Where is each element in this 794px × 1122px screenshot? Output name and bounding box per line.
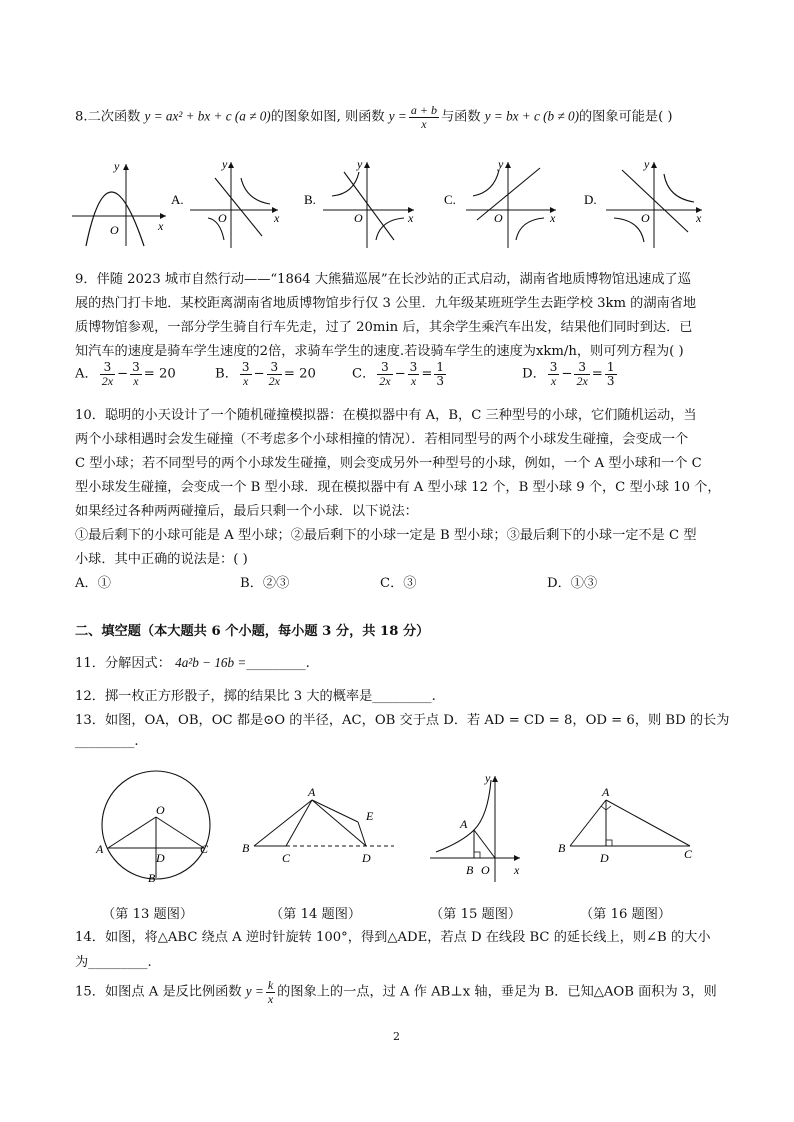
svg-text:x: x	[408, 211, 414, 225]
svg-text:C.: C.	[444, 192, 456, 207]
q8-option-a-graph	[171, 158, 280, 248]
svg-text:x: x	[514, 863, 520, 877]
svg-text:x: x	[696, 211, 702, 225]
svg-text:O: O	[354, 211, 363, 225]
svg-text:x: x	[158, 219, 164, 233]
svg-text:B: B	[558, 841, 566, 855]
svg-text:O: O	[494, 211, 503, 225]
q10-line-6: ①最后剩下的小球可能是 A 型小球；②最后剩下的小球一定是 B 型小球；③最后剩下的小球一定不是 C 型	[75, 528, 697, 543]
svg-text:y: y	[498, 158, 504, 171]
q8-parabola-graph	[72, 159, 166, 246]
q8-figures	[68, 158, 748, 250]
svg-text:D: D	[600, 851, 609, 865]
q9-line-2: 展的热门打卡地．某校距离湖南省地质博物馆步行仅 3 公里．九年级某班班学生去距学校 3km 的湖南省地	[75, 296, 697, 311]
q10-option-d: D．①③	[547, 576, 598, 591]
svg-text:E: E	[366, 809, 374, 823]
svg-text:A.: A.	[171, 192, 184, 207]
svg-text:y: y	[357, 158, 363, 171]
svg-text:O: O	[156, 803, 165, 817]
svg-text:D: D	[156, 851, 165, 865]
svg-text:B: B	[242, 841, 250, 855]
figure-16-right-triangle	[558, 785, 693, 865]
q10-line-7: 小球．其中正确的说法是：( )	[75, 552, 248, 567]
svg-text:x: x	[274, 211, 280, 225]
svg-text:D.: D.	[584, 192, 597, 207]
caption-fig-13: （第 13 题图）	[102, 907, 194, 922]
q10-option-b: B．②③	[240, 576, 290, 591]
figure-14-rotation	[242, 785, 394, 865]
figure-13-circle	[95, 771, 210, 885]
svg-text:B.: B.	[304, 192, 316, 207]
svg-text:D: D	[362, 851, 371, 865]
caption-fig-14: （第 14 题图）	[270, 907, 362, 922]
svg-text:y: y	[644, 158, 650, 171]
q10-line-4: 型小球发生碰撞，会变成一个 B 型小球．现在模拟器中有 A 型小球 12 个，B 型小球 9 个，C 型小球 10 个，	[75, 480, 721, 495]
svg-text:B: B	[466, 863, 474, 877]
svg-text:O: O	[641, 211, 650, 225]
q10-line-2: 两个小球相遇时会发生碰撞（不考虑多个小球相撞的情况）．若相同型号的两个小球发生碰撞，会变成一个	[75, 432, 689, 447]
svg-text:C: C	[684, 847, 693, 861]
svg-text:y: y	[222, 158, 228, 171]
caption-fig-16: （第 16 题图）	[580, 907, 672, 922]
svg-text:A: A	[602, 785, 610, 799]
figures-13-16	[90, 770, 750, 885]
q9-option-d: D． $\frac{3}{x}$ − $\frac{3}{2x}$ = $\frac{1}{3}$	[522, 360, 615, 388]
svg-text:B: B	[148, 871, 156, 885]
svg-text:C: C	[200, 842, 209, 856]
q10-line-3: C 型小球；若不同型号的两个小球发生碰撞，则会变成另外一种型号的小球，例如，一个 A 型小球和一个 C	[75, 456, 702, 471]
section-2-heading: 二、填空题（本大题共 6 个小题，每小题 3 分，共 18 分）	[75, 624, 430, 639]
caption-fig-15: （第 15 题图）	[430, 907, 522, 922]
svg-text:C: C	[282, 851, 291, 865]
q9-option-b: B． $\frac{3}{x}$ − $\frac{3}{2x}$ = 20	[215, 360, 316, 388]
svg-text:y: y	[114, 159, 120, 173]
q11: 11．分解因式： 4a²b − 16b =_________.	[75, 655, 310, 671]
figure-15-inverse-function	[430, 771, 520, 882]
q9-line-4: 知汽车的速度是骑车学生速度的2倍，求骑车学生的速度.若设骑车学生的速度为xkm/h，则可列方程为( )	[75, 344, 684, 359]
q14-line-2: 为_________.	[75, 955, 152, 970]
svg-text:O: O	[110, 223, 119, 237]
q8-stem: 8.二次函数 y = ax² + bx + c (a ≠ 0)的图象如图, 则函数 y = $\frac{a + b}{x}$ 与函数 y = bx + c (b ≠ 0)的图象可能是( )	[75, 103, 673, 131]
svg-text:A: A	[308, 785, 316, 799]
svg-text:y: y	[485, 771, 491, 785]
q9-line-3: 质博物馆参观，一部分学生骑自行车先走，过了 20min 后，其余学生乘汽车出发，结果他们同时到达．已	[75, 320, 693, 335]
q10-line-5: 如果经过各种两两碰撞后，最后只剩一个小球．以下说法：	[75, 504, 418, 519]
q10-line-1: 10．聪明的小天设计了一个随机碰撞模拟器：在模拟器中有 A，B，C 三种型号的小球，它们随机运动，当	[75, 408, 697, 423]
q9-line-1: 9．伴随 2023 城市自然行动——“1864 大熊猫巡展”在长沙站的正式启动，湖南省地质博物馆迅速成了巡	[75, 272, 691, 287]
q8-option-b-graph	[304, 158, 414, 248]
svg-text:O: O	[218, 211, 227, 225]
svg-text:A: A	[96, 842, 104, 856]
q10-option-c: C．③	[380, 576, 417, 591]
svg-text:x: x	[550, 211, 556, 225]
q8-option-d-graph	[584, 158, 702, 248]
q15: 15．如图点 A 是反比例函数 y = $\frac{k}{x}$ 的图象上的一点，过 A 作 AB⊥x 轴，垂足为 B．已知△AOB 面积为 3，则	[75, 978, 717, 1006]
svg-text:A: A	[460, 817, 468, 831]
q9-option-c: C． $\frac{3}{2x}$ − $\frac{3}{x}$ = $\frac{1}{3}$	[352, 360, 445, 388]
q12: 12．掷一枚正方形骰子，掷的结果比 3 大的概率是_________.	[75, 689, 436, 704]
q10-option-a: A．①	[75, 576, 111, 591]
svg-text:O: O	[481, 863, 490, 877]
q13-line-2: _________.	[75, 734, 139, 749]
q14-line-1: 14．如图，将△ABC 绕点 A 逆时针旋转 100°，得到△ADE，若点 D 在线段 BC 的延长线上，则∠B 的大小	[75, 930, 711, 945]
q13-line-1: 13．如图，OA，OB，OC 都是⊙O 的半径，AC，OB 交于点 D．若 AD = CD = 8，OD = 6，则 BD 的长为	[75, 713, 730, 728]
q9-option-a: A． $\frac{3}{2x}$ − $\frac{3}{x}$ = 20	[75, 360, 176, 388]
page-number: 2	[393, 1030, 400, 1043]
q8-option-c-graph	[444, 158, 556, 248]
